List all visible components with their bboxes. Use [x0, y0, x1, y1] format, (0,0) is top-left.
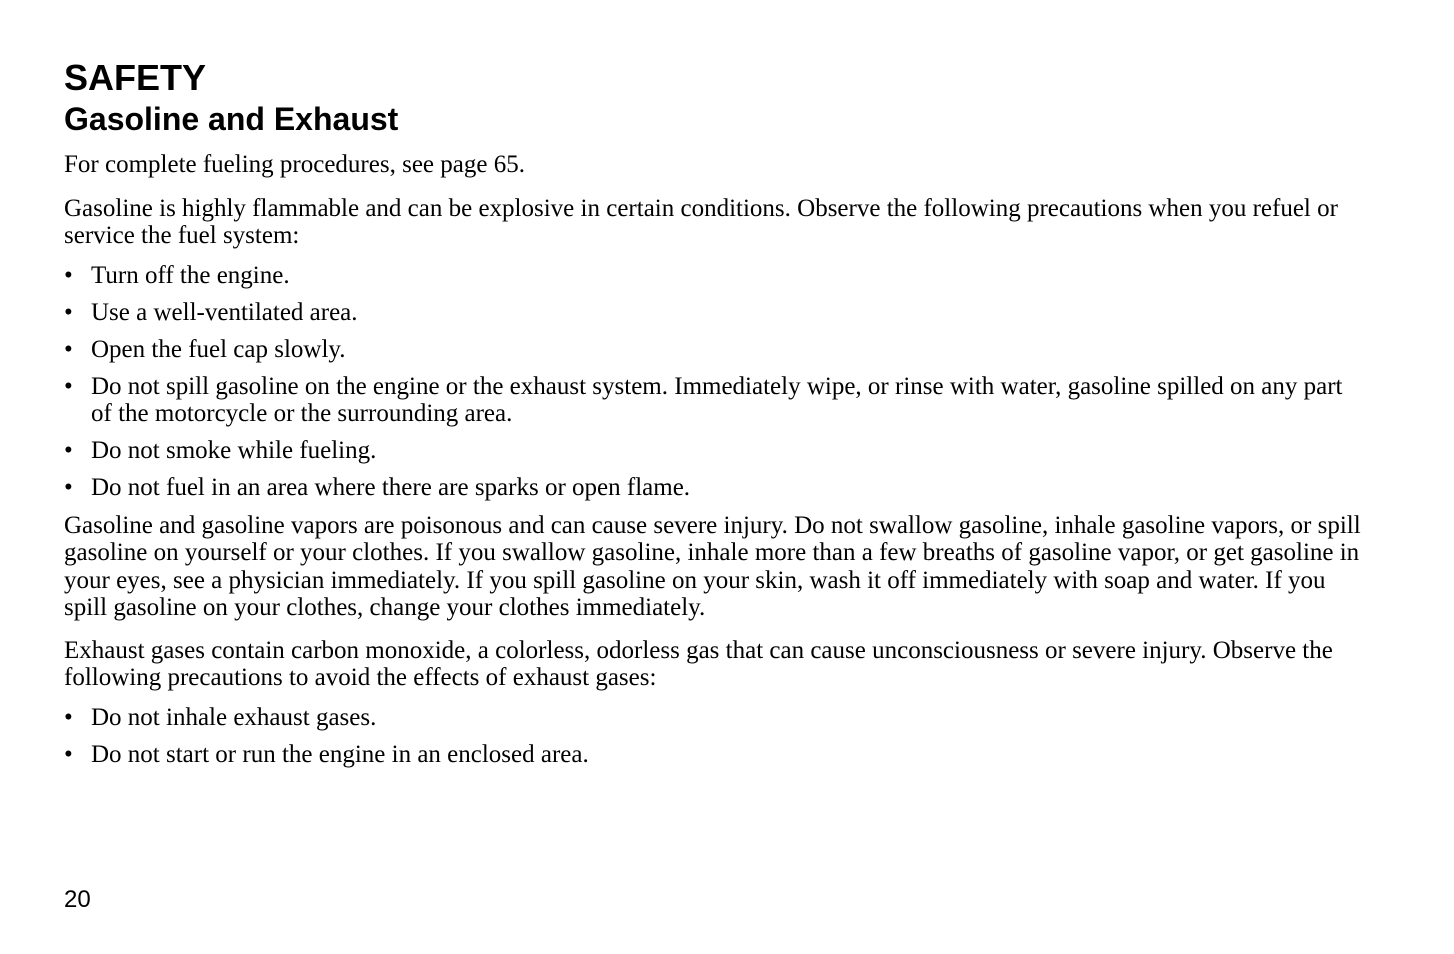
bullet-icon: •	[64, 740, 73, 768]
bullet-icon: •	[64, 474, 73, 501]
list-item-text: Turn off the engine.	[91, 261, 290, 289]
bullet-icon: •	[64, 703, 73, 731]
list-item	[64, 262, 1364, 290]
list-item-text: Open the fuel cap slowly.	[91, 335, 346, 363]
fuel-intro-paragraph: Gasoline is highly flammable and can be explosive in certain conditions. Observe the following precautions when you refuel or service the fuel system:	[64, 194, 1338, 249]
list-item-text: Do not fuel in an area where there are sparks or open flame.	[91, 474, 691, 501]
list-item	[64, 437, 1364, 465]
bullet-icon: •	[64, 372, 73, 400]
bullet-icon: •	[64, 335, 73, 363]
list-item	[64, 741, 1364, 769]
page-number: 20	[64, 886, 91, 913]
list-item-text: Do not inhale exhaust gases.	[91, 703, 377, 731]
subsection-title: Gasoline and Exhaust	[64, 101, 399, 137]
fuel-precautions-list	[64, 262, 1364, 502]
exhaust-precautions-list	[64, 704, 1364, 769]
list-item	[64, 373, 1364, 428]
list-item	[64, 704, 1364, 732]
list-item	[64, 299, 1364, 327]
list-item	[64, 474, 1364, 502]
list-item-text: Do not spill gasoline on the engine or the exhaust system. Immediately wipe, or rinse with water, gasoline spilled on any part of the motorcycle or the surrounding area.	[91, 372, 1343, 427]
list-item-text: Do not smoke while fueling.	[91, 437, 377, 464]
exhaust-intro-paragraph: Exhaust gases contain carbon monoxide, a colorless, odorless gas that can cause unconsciousness or severe injury. Observe the following precautions to avoid the effects of exhaust gases:	[64, 636, 1333, 691]
section-title: SAFETY	[64, 57, 207, 98]
bullet-icon: •	[64, 298, 73, 326]
fueling-reference: For complete fueling procedures, see page 65.	[64, 151, 525, 178]
list-item	[64, 336, 1364, 364]
list-item-text: Do not start or run the engine in an enclosed area.	[91, 740, 589, 768]
bullet-icon: •	[64, 261, 73, 289]
vapors-warning-paragraph: Gasoline and gasoline vapors are poisonous and can cause severe injury. Do not swallow gasoline, inhale gasoline vapors, or spill gasoline on yourself or your clothes. If you swallow gasoline, inhale more than a few breaths of gasoline vapor, or get gasoline in your eyes, see a physician immediately. If you spill gasoline on your skin, wash it off immediately with soap and water. If you spill gasoline on your clothes, change your clothes immediately.	[64, 511, 1361, 621]
document-page	[64, 58, 1364, 778]
bullet-icon: •	[64, 437, 73, 464]
list-item-text: Use a well-ventilated area.	[91, 298, 358, 326]
